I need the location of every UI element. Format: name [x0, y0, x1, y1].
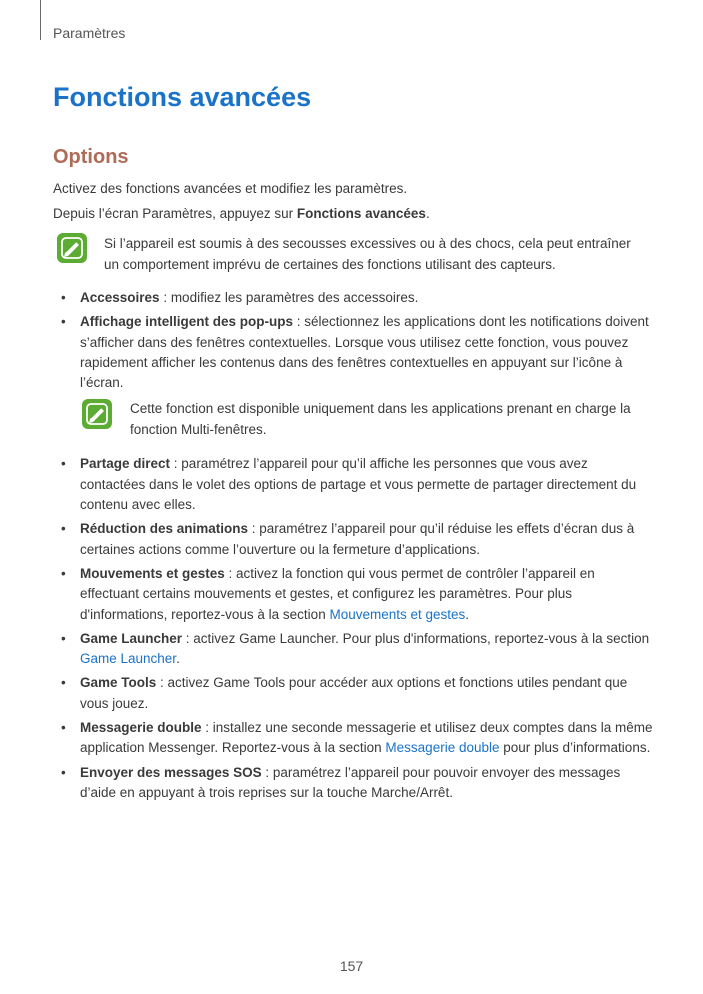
section-title: Options [53, 146, 129, 168]
intro-line-2-suffix: . [425, 206, 430, 221]
desc-mouvements: : activez la fonction qui vous permet de contrôler l’appareil en effectuant certains mouvements et gestes, et configurez les paramètres. Pour plus d'informations, reportez-vous à la section [80, 565, 595, 622]
link-mouvements-et-gestes[interactable]: Mouvements et gestes [329, 606, 466, 622]
bullet: • [61, 456, 66, 472]
list-item-partage [61, 454, 656, 515]
intro-line-2-prefix: Depuis l’écran Paramètres, appuyez sur [53, 206, 297, 221]
link-game-launcher[interactable]: Game Launcher [80, 651, 177, 667]
list-item-game-launcher [61, 629, 656, 670]
page-number: 157 [339, 958, 364, 974]
term-game-launcher: Game Launcher [80, 630, 183, 646]
note-sensor-text: Si l’appareil est soumis à des secousses excessives ou à des chocs, cela peut entraîner un comportement imprévu de certaines des fonctions utilisant des capteurs. [104, 236, 631, 272]
term-messagerie-double: Messagerie double [80, 720, 202, 736]
intro-line-2 [53, 204, 430, 224]
options-list [61, 288, 656, 803]
desc-accessoires: : modifiez les paramètres des accessoires. [159, 290, 419, 305]
header-section-label: Paramètres [53, 25, 126, 41]
bullet: • [61, 720, 66, 736]
desc-game-tools: : activez Game Tools pour accéder aux options et fonctions utiles pendant que vous jouez. [80, 675, 628, 711]
list-item-affichage [61, 312, 656, 393]
desc-messagerie-double-suffix: pour plus d’informations. [499, 740, 651, 756]
link-messagerie-double[interactable]: Messagerie double [385, 740, 500, 756]
bullet: • [61, 290, 66, 305]
desc-mouvements-suffix: . [465, 606, 470, 622]
desc-partage: : paramétrez l’appareil pour qu’il affiche les personnes que vous avez contactées dans le volet des options de partage et vous permette de partager directement du contenu avec elles. [80, 456, 637, 513]
margin-rule [40, 0, 41, 40]
desc-sos: : paramétrez l’appareil pour pouvoir envoyer des messages d’aide en appuyant à trois reprises sur la touche Marche/Arrêt. [80, 764, 621, 800]
samsung-note-icon [57, 233, 87, 263]
bullet: • [61, 314, 66, 330]
note-multi-window-text: Cette fonction est disponible uniquement dans les applications prenant en charge la fonction Multi-fenêtres. [130, 401, 631, 437]
note-multi-window [82, 399, 652, 440]
list-item-sos [61, 763, 656, 804]
desc-game-launcher-suffix: . [176, 651, 180, 667]
term-accessoires: Accessoires [80, 290, 160, 305]
term-sos: Envoyer des messages SOS [80, 764, 262, 780]
note-sensor-warning [57, 233, 637, 275]
desc-reduction: : paramétrez l’appareil pour qu’il réduise les effets d’écran dus à certaines actions comme l’ouverture ou la fermeture d’applications. [80, 521, 635, 557]
desc-game-launcher: : activez Game Launcher. Pour plus d'informations, reportez-vous à la section [182, 630, 650, 646]
bullet: • [61, 630, 66, 646]
list-item-messagerie-double [61, 718, 656, 759]
bullet: • [61, 521, 66, 537]
page-title: Fonctions avancées [53, 82, 312, 112]
list-item-accessoires [61, 288, 656, 308]
intro-line-1: Activez des fonctions avancées et modifiez les paramètres. [53, 181, 408, 196]
list-item-mouvements [61, 564, 656, 625]
bullet: • [61, 565, 66, 581]
bullet: • [61, 764, 66, 780]
desc-messagerie-double: : installez une seconde messagerie et utilisez deux comptes dans la même application Messenger. Reportez-vous à la section [80, 720, 653, 756]
term-mouvements: Mouvements et gestes [80, 565, 225, 581]
bullet: • [61, 675, 66, 691]
list-item-game-tools [61, 673, 656, 714]
desc-affichage: : sélectionnez les applications dont les notifications doivent s’afficher dans des fenêtres contextuelles. Lorsque vous utilisez cette fonction, vous pouvez rapidement afficher les contenus dans des fenêtres contextuelles en appuyant sur l’icône à l’écran. [80, 314, 649, 391]
term-reduction: Réduction des animations [80, 521, 249, 537]
samsung-note-icon [82, 399, 112, 429]
term-affichage: Affichage intelligent des pop-ups [80, 314, 294, 330]
list-item-reduction [61, 519, 656, 560]
intro-line-2-bold: Fonctions avancées [296, 206, 426, 221]
term-partage: Partage direct [80, 456, 171, 472]
term-game-tools: Game Tools [80, 675, 157, 691]
